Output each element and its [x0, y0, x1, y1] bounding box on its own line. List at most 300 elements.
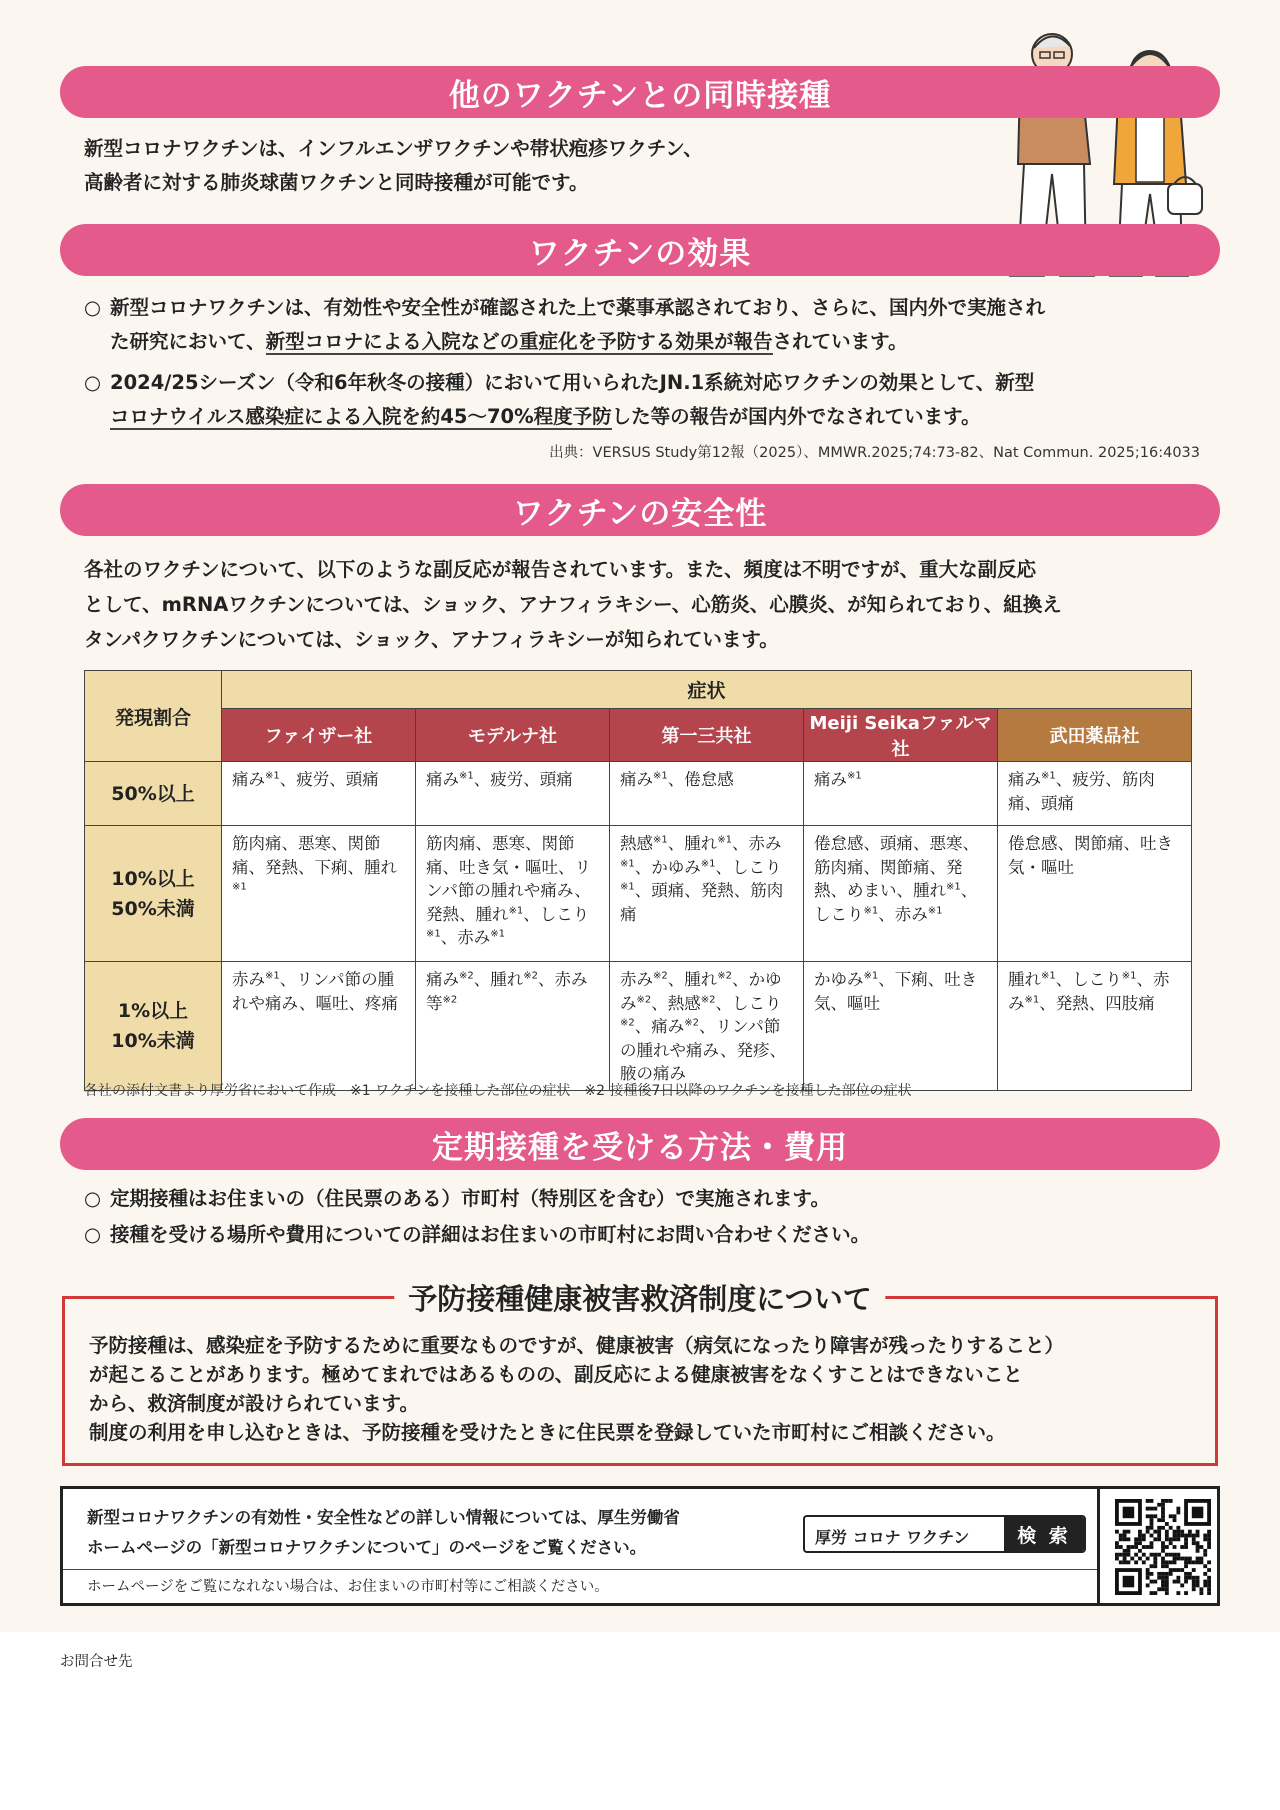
qr-module	[1176, 1591, 1180, 1595]
footnote-mark: ※1	[1041, 970, 1056, 982]
qr-module	[1165, 1499, 1169, 1503]
qr-module	[1157, 1553, 1161, 1557]
qr-module	[1199, 1545, 1203, 1549]
qr-module	[1196, 1583, 1200, 1587]
qr-module	[1161, 1557, 1165, 1561]
qr-module	[1184, 1564, 1188, 1568]
symptom-text: 痛み	[1008, 770, 1041, 789]
concurrent-line: 新型コロナワクチンは、インフルエンザワクチンや帯状疱疹ワクチン、	[84, 137, 703, 160]
qr-module	[1180, 1568, 1184, 1572]
table-cell	[804, 762, 998, 826]
qr-module	[1146, 1514, 1150, 1518]
qr-module	[1153, 1553, 1157, 1557]
qr-module	[1150, 1545, 1154, 1549]
footnote-mark: ※2	[653, 970, 668, 982]
qr-module	[1199, 1557, 1203, 1561]
qr-module	[1153, 1514, 1157, 1518]
qr-module	[1173, 1514, 1177, 1518]
effect-b1-highlight: 新型コロナによる入院などの重症化を予防する効果が報告	[265, 330, 773, 353]
qr-module	[1130, 1557, 1134, 1561]
row-label-line: 50%未満	[111, 897, 195, 920]
qr-module	[1146, 1557, 1150, 1561]
qr-module	[1203, 1572, 1207, 1576]
qr-module	[1157, 1534, 1161, 1538]
footnote-mark: ※1	[490, 928, 505, 940]
qr-module	[1176, 1534, 1180, 1538]
symptom-text: 、赤み	[732, 834, 782, 853]
footnote-mark: ※2	[717, 970, 732, 982]
concurrent-title: 他のワクチンとの同時接種	[448, 77, 832, 114]
footnote-mark: ※2	[442, 994, 458, 1005]
qr-module	[1196, 1534, 1200, 1538]
qr-module	[1169, 1553, 1173, 1557]
footnote-mark: ※1	[717, 834, 732, 846]
symptom-text: 、しこり	[715, 857, 782, 877]
qr-module	[1207, 1580, 1211, 1584]
qr-module	[1134, 1553, 1138, 1557]
symptom-text: 、疲労、頭痛	[473, 770, 573, 789]
method-b1-text: 定期接種はお住まいの（住民票のある）市町村（特別区を含む）で実施されます。	[110, 1187, 830, 1210]
info-line: ホームページの「新型コロナワクチンについて」のページをご覧ください。	[87, 1538, 647, 1557]
qr-module	[1203, 1549, 1207, 1553]
qr-module	[1169, 1560, 1173, 1564]
symptom-text: 、赤み	[878, 904, 928, 924]
qr-module	[1180, 1530, 1184, 1534]
symptoms-header: 症状	[222, 671, 1192, 709]
qr-module	[1165, 1587, 1169, 1591]
qr-module	[1173, 1530, 1177, 1534]
qr-module	[1150, 1522, 1154, 1526]
qr-module	[1188, 1576, 1192, 1580]
symptom-text: 痛み	[620, 770, 653, 789]
qr-module	[1165, 1576, 1169, 1580]
footnote-mark: ※2	[684, 1017, 699, 1029]
qr-module	[1203, 1537, 1207, 1541]
symptom-text: 、しこり	[715, 993, 782, 1013]
qr-module	[1173, 1580, 1177, 1584]
qr-module	[1123, 1534, 1127, 1538]
qr-module	[1142, 1553, 1146, 1557]
qr-module	[1169, 1526, 1173, 1530]
row-label-line: 10%未満	[111, 1029, 195, 1052]
search-box[interactable]	[803, 1515, 1086, 1553]
qr-module	[1146, 1526, 1150, 1530]
symptom-text: 、腫れ	[473, 970, 524, 989]
qr-module	[1161, 1514, 1165, 1518]
company-header: 第一三共社	[610, 709, 804, 762]
relief-system-box	[62, 1282, 1218, 1466]
qr-module	[1161, 1564, 1165, 1568]
footnote-mark: ※1	[946, 881, 961, 893]
qr-module	[1142, 1545, 1146, 1549]
symptom-text: 、リンパ節の腫れや痛み、嘔吐、疼痛	[232, 970, 398, 1013]
symptom-text: 、赤み	[440, 928, 491, 947]
qr-module	[1207, 1583, 1211, 1587]
effect-banner	[60, 224, 1220, 276]
table-cell	[998, 826, 1192, 962]
qr-module	[1207, 1541, 1211, 1545]
qr-module	[1184, 1534, 1188, 1538]
qr-module	[1153, 1507, 1157, 1511]
info-line: 新型コロナワクチンの有効性・安全性などの詳しい情報については、厚生労働省	[87, 1508, 680, 1527]
table-cell	[804, 962, 998, 1091]
qr-module	[1134, 1545, 1138, 1549]
qr-module	[1127, 1530, 1131, 1534]
table-cell	[416, 762, 610, 826]
qr-module	[1119, 1545, 1123, 1549]
bullet-mark: ○	[84, 371, 102, 394]
qr-module	[1196, 1560, 1200, 1564]
bullet-mark: ○	[84, 1223, 102, 1246]
qr-module	[1184, 1580, 1188, 1584]
qr-module	[1138, 1557, 1142, 1561]
qr-module	[1203, 1564, 1207, 1568]
effect-b2-line1: 2024/25シーズン（令和6年秋冬の接種）において用いられたJN.1系統対応ワクチンの効果として、新型	[110, 371, 1035, 394]
qr-module	[1161, 1572, 1165, 1576]
qr-module	[1203, 1580, 1207, 1584]
qr-module	[1196, 1580, 1200, 1584]
qr-module	[1176, 1537, 1180, 1541]
qr-module	[1115, 1553, 1119, 1557]
qr-module	[1165, 1545, 1169, 1549]
qr-module	[1161, 1541, 1165, 1545]
table-cell	[222, 762, 416, 826]
qr-module	[1153, 1560, 1157, 1564]
qr-module	[1119, 1553, 1123, 1557]
qr-module	[1115, 1545, 1119, 1549]
table-cell	[416, 962, 610, 1091]
qr-module	[1173, 1518, 1177, 1522]
qr-module	[1161, 1587, 1165, 1591]
qr-module	[1176, 1507, 1180, 1511]
qr-module	[1176, 1511, 1180, 1515]
symptom-text: 筋肉痛、悪寒、関節痛、吐き気・嘔吐、リンパ節の腫れや痛み、発熱、腫れ	[426, 834, 591, 924]
qr-module	[1203, 1534, 1207, 1538]
info-text	[87, 1503, 680, 1563]
safety-line: として、mRNAワクチンについては、ショック、アナフィラキシー、心筋炎、心膜炎、が知られており、組換え	[84, 593, 1062, 616]
symptom-text: 倦怠感、頭痛、悪寒、筋肉痛、関節痛、発熱、めまい、腫れ	[814, 834, 979, 900]
qr-module	[1161, 1526, 1165, 1530]
symptom-text: 筋肉痛、悪寒、関節痛、発熱、下痢、腫れ	[232, 834, 397, 877]
info-note: ホームページをご覧になれない場合は、お住まいの市町村等にご相談ください。	[87, 1579, 609, 1595]
qr-module	[1123, 1537, 1127, 1541]
qr-module	[1207, 1545, 1211, 1549]
company-header: ファイザー社	[222, 709, 416, 762]
qr-module	[1169, 1568, 1173, 1572]
qr-module	[1146, 1507, 1150, 1511]
qr-module	[1199, 1591, 1203, 1595]
row-label	[85, 962, 222, 1091]
qr-module	[1161, 1545, 1165, 1549]
method-bullet-2	[84, 1218, 1204, 1252]
qr-module	[1169, 1514, 1173, 1518]
table-cell	[222, 962, 416, 1091]
symptom-text: 、しこり	[1055, 970, 1122, 989]
footnote-mark: ※1	[863, 970, 879, 982]
qr-module	[1142, 1534, 1146, 1538]
qr-module	[1146, 1576, 1150, 1580]
footnote-mark: ※2	[700, 994, 716, 1005]
qr-module	[1157, 1587, 1161, 1591]
qr-module	[1207, 1530, 1211, 1534]
qr-module	[1157, 1572, 1161, 1576]
qr-module	[1138, 1541, 1142, 1545]
qr-module	[1184, 1572, 1188, 1576]
qr-module	[1150, 1591, 1154, 1595]
qr-module	[1161, 1560, 1165, 1564]
qr-module	[1196, 1576, 1200, 1580]
qr-module	[1150, 1534, 1154, 1538]
qr-module	[1188, 1557, 1192, 1561]
qr-module	[1180, 1545, 1184, 1549]
footnote-mark: ※1	[620, 881, 635, 893]
qr-module	[1196, 1530, 1200, 1534]
qr-module	[1127, 1545, 1131, 1549]
symptom-text: 、かゆみ	[620, 970, 782, 1013]
effect-b2-highlight: コロナウイルス感染症による入院を約45〜70%程度予防	[110, 405, 612, 428]
qr-module	[1161, 1583, 1165, 1587]
qr-module	[1207, 1560, 1211, 1564]
qr-module	[1146, 1545, 1150, 1549]
effect-b1-line1: 新型コロナワクチンは、有効性や安全性が確認された上で薬事承認されており、さらに、国内外で実施され	[110, 296, 1046, 319]
footnote-mark: ※1	[863, 905, 879, 916]
qr-module	[1192, 1507, 1204, 1519]
qr-module	[1150, 1564, 1154, 1568]
company-header: モデルナ社	[416, 709, 610, 762]
qr-module	[1192, 1587, 1196, 1591]
symptom-text: 熱感	[620, 834, 653, 853]
qr-module	[1115, 1557, 1119, 1561]
qr-module	[1196, 1557, 1200, 1561]
qr-module	[1153, 1564, 1157, 1568]
qr-module	[1184, 1545, 1188, 1549]
footnote-mark: ※1	[232, 881, 247, 893]
symptom-text: 、赤み	[1008, 970, 1170, 1013]
qr-module	[1150, 1553, 1154, 1557]
qr-module	[1146, 1568, 1150, 1572]
symptom-text: 痛み	[814, 770, 847, 789]
qr-module	[1192, 1534, 1196, 1538]
row-label-line: 1%以上	[117, 999, 189, 1022]
symptom-text: 、痛み	[634, 1017, 685, 1036]
footnote-mark: ※2	[523, 970, 538, 982]
symptom-text: 、疲労、頭痛	[279, 770, 379, 789]
qr-module	[1184, 1576, 1188, 1580]
qr-module	[1161, 1503, 1165, 1507]
qr-module	[1176, 1568, 1180, 1572]
qr-module	[1134, 1537, 1138, 1541]
qr-module	[1173, 1553, 1177, 1557]
relief-line: 制度の利用を申し込むときは、予防接種を受けたときに住民票を登録していた市町村にご相談ください。	[89, 1421, 1006, 1444]
effect-b1-line2-post: されています。	[772, 330, 908, 353]
symptom-text: 、腫れ	[667, 970, 718, 989]
method-bullet-1	[84, 1182, 1204, 1216]
qr-module	[1153, 1557, 1157, 1561]
method-title: 定期接種を受ける方法・費用	[432, 1129, 848, 1166]
footnote-mark: ※2	[459, 970, 474, 982]
concurrent-banner	[60, 66, 1220, 118]
qr-module	[1203, 1583, 1207, 1587]
footnote-mark: ※1	[459, 770, 474, 782]
info-vertical-divider	[1097, 1489, 1100, 1603]
qr-module	[1192, 1583, 1196, 1587]
footnote-mark: ※1	[653, 834, 668, 846]
symptom-text: 、熱感	[651, 993, 701, 1013]
qr-module	[1119, 1537, 1123, 1541]
table-footnote: 各社の添付文書より厚労省において作成 ※1 ワクチンを接種した部位の症状 ※2 接種後7日以降のワクチンを接種した部位の症状	[84, 1083, 912, 1099]
table-corner-header: 発現割合	[85, 671, 222, 762]
qr-module	[1157, 1526, 1161, 1530]
qr-module	[1150, 1507, 1154, 1511]
symptom-text: 赤み	[232, 970, 265, 989]
qr-module	[1173, 1545, 1177, 1549]
qr-module	[1146, 1572, 1150, 1576]
qr-module	[1161, 1518, 1165, 1522]
qr-module	[1153, 1580, 1157, 1584]
table-cell	[998, 762, 1192, 826]
safety-text	[84, 552, 1062, 657]
search-keywords: 厚労 コロナ ワクチン	[815, 1528, 970, 1547]
qr-module	[1180, 1583, 1184, 1587]
qr-module	[1188, 1530, 1192, 1534]
qr-module	[1176, 1526, 1180, 1530]
qr-module	[1150, 1572, 1154, 1576]
qr-module	[1188, 1572, 1192, 1576]
safety-line: 各社のワクチンについて、以下のような副反応が報告されています。また、頻度は不明ですが、重大な副反応	[84, 558, 1037, 581]
footnote-mark: ※1	[265, 970, 280, 982]
qr-module	[1123, 1576, 1135, 1588]
search-button[interactable]: 検 索	[1004, 1517, 1084, 1551]
symptom-text: 、発熱、四肢痛	[1039, 993, 1155, 1013]
symptom-text: 痛み	[426, 770, 459, 789]
qr-module	[1176, 1557, 1180, 1561]
symptom-text: 痛み	[426, 970, 459, 989]
table-cell	[610, 826, 804, 962]
footnote-mark: ※2	[636, 994, 652, 1005]
qr-module	[1169, 1541, 1173, 1545]
qr-module	[1165, 1530, 1169, 1534]
footnote-mark: ※1	[620, 858, 635, 869]
table-cell	[610, 962, 804, 1091]
qr-module	[1184, 1557, 1188, 1561]
qr-module	[1138, 1537, 1142, 1541]
qr-module	[1150, 1514, 1154, 1518]
effect-b2-line2-post: した等の報告が国内外でなされています。	[611, 405, 981, 428]
method-banner	[60, 1118, 1220, 1170]
symptom-text: 、赤み等	[426, 970, 588, 1013]
qr-module	[1188, 1560, 1192, 1564]
qr-module	[1119, 1560, 1123, 1564]
footnote-mark: ※1	[653, 770, 668, 782]
info-box	[60, 1486, 1220, 1606]
table-cell	[416, 826, 610, 962]
qr-module	[1192, 1568, 1196, 1572]
qr-module	[1196, 1541, 1200, 1545]
qr-module	[1115, 1530, 1119, 1534]
relief-line: が起こることがあります。極めてまれではあるものの、副反応による健康被害をなくすことはできないこと	[89, 1363, 1023, 1386]
qr-module	[1173, 1560, 1177, 1564]
relief-line: 予防接種は、感染症を予防するために重要なものですが、健康被害（病気になったり障害が残ったりすること）	[89, 1334, 1065, 1357]
qr-module	[1150, 1518, 1154, 1522]
qr-module	[1161, 1499, 1165, 1503]
symptom-text: 、下痢、吐き気、嘔吐	[814, 970, 978, 1013]
method-b2-text: 接種を受ける場所や費用についての詳細はお住まいの市町村にお問い合わせください。	[110, 1223, 871, 1246]
qr-module	[1146, 1530, 1150, 1534]
bullet-mark: ○	[84, 296, 102, 319]
qr-module	[1173, 1537, 1177, 1541]
qr-module	[1123, 1553, 1127, 1557]
qr-module	[1157, 1576, 1161, 1580]
qr-module	[1123, 1530, 1127, 1534]
qr-module	[1165, 1553, 1169, 1557]
qr-module	[1173, 1568, 1177, 1572]
qr-module	[1161, 1511, 1165, 1515]
qr-module	[1142, 1537, 1146, 1541]
qr-module	[1173, 1534, 1177, 1538]
company-header: 武田薬品社	[998, 709, 1192, 762]
relief-text	[89, 1331, 1064, 1447]
qr-module	[1176, 1580, 1180, 1584]
relief-line: から、救済制度が設けられています。	[89, 1392, 419, 1415]
qr-module	[1123, 1507, 1135, 1519]
qr-module	[1134, 1541, 1138, 1545]
qr-module	[1165, 1591, 1169, 1595]
footnote-mark: ※2	[620, 1017, 635, 1029]
qr-module	[1196, 1549, 1200, 1553]
qr-module	[1184, 1591, 1188, 1595]
table-row	[85, 762, 1192, 826]
qr-module	[1150, 1499, 1154, 1503]
symptom-text: 腫れ	[1008, 970, 1041, 989]
qr-module	[1165, 1583, 1169, 1587]
qr-module	[1127, 1537, 1131, 1541]
footnote-mark: ※1	[265, 770, 280, 782]
qr-module	[1153, 1530, 1157, 1534]
safety-line: タンパクワクチンについては、ショック、アナフィラキシーが知られています。	[84, 628, 779, 651]
qr-module	[1199, 1560, 1203, 1564]
qr-module	[1157, 1518, 1161, 1522]
qr-code[interactable]	[1115, 1499, 1211, 1595]
symptom-text: 、頭痛、発熱、筋肉痛	[620, 881, 784, 924]
qr-module	[1165, 1580, 1169, 1584]
qr-module	[1192, 1576, 1196, 1580]
qr-module	[1192, 1541, 1196, 1545]
safety-title: ワクチンの安全性	[512, 495, 768, 532]
qr-module	[1161, 1507, 1165, 1511]
qr-module	[1123, 1560, 1127, 1564]
effect-title: ワクチンの効果	[528, 235, 752, 272]
qr-module	[1165, 1534, 1169, 1538]
symptom-text: かゆみ	[814, 970, 864, 989]
table-cell	[222, 826, 416, 962]
qr-module	[1150, 1541, 1154, 1545]
qr-module	[1188, 1534, 1192, 1538]
symptom-text: 、リンパ節の腫れや痛み、発疹、腋の痛み	[620, 1017, 786, 1083]
qr-module	[1176, 1553, 1180, 1557]
qr-module	[1165, 1572, 1169, 1576]
symptom-text: 倦怠感、関節痛、吐き気・嘔吐	[1008, 834, 1173, 877]
row-label	[85, 826, 222, 962]
qr-module	[1184, 1560, 1188, 1564]
footnote-mark: ※1	[927, 905, 943, 916]
qr-module	[1192, 1580, 1196, 1584]
table-row	[85, 962, 1192, 1091]
effect-bullet-1	[84, 291, 1204, 359]
info-divider	[63, 1569, 1097, 1570]
concurrent-text	[84, 132, 703, 200]
footnote-mark: ※1	[700, 858, 716, 869]
qr-module	[1165, 1522, 1169, 1526]
